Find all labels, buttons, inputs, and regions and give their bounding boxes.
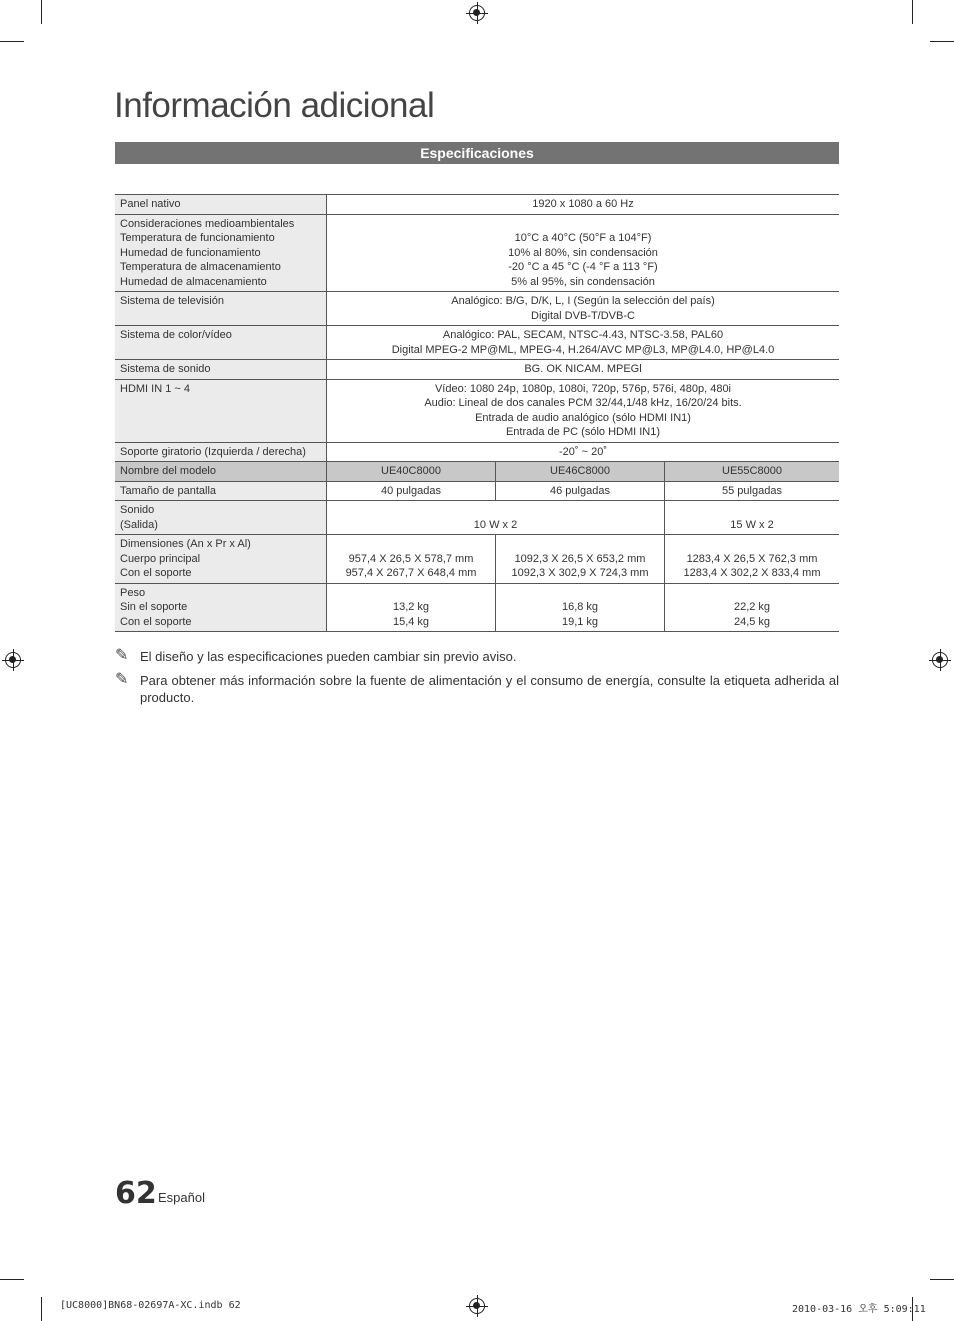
- table-row: [115, 583, 839, 632]
- row-label: Nombre del modelo: [115, 462, 327, 482]
- crop-mark: [912, 0, 913, 24]
- crop-mark: [0, 1279, 24, 1280]
- notes: [115, 648, 839, 713]
- note-item: ✎ El diseño y las especificaciones pueden cambiar sin previo aviso.: [115, 647, 517, 664]
- table-row: [115, 360, 839, 380]
- specifications-table: [115, 194, 839, 632]
- table-row: [115, 195, 839, 215]
- row-value: 15 W x 2: [665, 501, 840, 535]
- page-title: Información adicional: [114, 86, 435, 125]
- page-language: Español: [158, 1190, 205, 1205]
- row-value: 40 pulgadas: [327, 481, 496, 501]
- table-row: [115, 501, 839, 535]
- table-row: [115, 535, 839, 584]
- row-label: Soporte giratorio (Izquierda / derecha): [115, 442, 327, 462]
- crop-mark: [930, 1279, 954, 1280]
- row-value: 10 W x 2: [327, 501, 665, 535]
- row-value: Analógico: B/G, D/K, L, I (Según la selección del país) Digital DVB-T/DVB-C: [327, 292, 840, 326]
- table-row: [115, 481, 839, 501]
- table-row: [115, 326, 839, 360]
- row-label: Peso Sin el soporte Con el soporte: [115, 583, 327, 632]
- pencil-note-icon: ✎: [115, 647, 129, 664]
- table-row: [115, 214, 839, 292]
- table-row: [115, 379, 839, 442]
- section-header: Especificaciones: [115, 142, 839, 164]
- row-value: Vídeo: 1080 24p, 1080p, 1080i, 720p, 576p, 576i, 480p, 480i Audio: Lineal de dos canales PCM 32/44,1/48 kHz, 16/20/24 bits. Entrada de audio analógico (sólo HDMI IN1) Entrada de PC (sólo HDMI IN1): [327, 379, 840, 442]
- crop-mark: [41, 0, 42, 24]
- row-value: 22,2 kg 24,5 kg: [665, 583, 840, 632]
- row-value: 957,4 X 26,5 X 578,7 mm 957,4 X 267,7 X 648,4 mm: [327, 535, 496, 584]
- table-header-row: [115, 462, 839, 482]
- row-value: 46 pulgadas: [496, 481, 665, 501]
- row-label: HDMI IN 1 ~ 4: [115, 379, 327, 442]
- registration-mark-icon: [5, 652, 21, 668]
- model-cell: UE40C8000: [327, 462, 496, 482]
- page-number: 62: [115, 1176, 157, 1211]
- crop-mark: [0, 41, 24, 42]
- model-cell: UE55C8000: [665, 462, 840, 482]
- row-value: 16,8 kg 19,1 kg: [496, 583, 665, 632]
- row-label: Panel nativo: [115, 195, 327, 215]
- row-label: Sistema de color/vídeo: [115, 326, 327, 360]
- registration-mark-icon: [469, 1298, 485, 1314]
- row-value: 10°C a 40°C (50°F a 104°F) 10% al 80%, sin condensación -20 °C a 45 °C (-4 °F a 113 °F) 5% al 95%, sin condensación: [327, 214, 840, 292]
- table-row: [115, 292, 839, 326]
- row-value: 55 pulgadas: [665, 481, 840, 501]
- table-row: [115, 442, 839, 462]
- row-value: 13,2 kg 15,4 kg: [327, 583, 496, 632]
- registration-mark-icon: [469, 5, 485, 21]
- crop-mark: [41, 1297, 42, 1321]
- row-value: 1092,3 X 26,5 X 653,2 mm 1092,3 X 302,9 X 724,3 mm: [496, 535, 665, 584]
- model-cell: UE46C8000: [496, 462, 665, 482]
- row-value: BG. OK NICAM. MPEGl: [327, 360, 840, 380]
- row-value: -20˚ ~ 20˚: [327, 442, 840, 462]
- registration-mark-icon: [932, 652, 948, 668]
- row-label: Consideraciones medioambientales Temperatura de funcionamiento Humedad de funcionamiento Temperatura de almacenamiento Humedad de almacenamiento: [115, 214, 327, 292]
- row-value: 1283,4 X 26,5 X 762,3 mm 1283,4 X 302,2 X 833,4 mm: [665, 535, 840, 584]
- footer-timestamp: 2010-03-16 오후 5:09:11: [792, 1304, 926, 1315]
- note-item: ✎ Para obtener más información sobre la fuente de alimentación y el consumo de energía, consulte la etiqueta adherida al producto.: [115, 671, 839, 705]
- row-label: Sonido (Salida): [115, 501, 327, 535]
- crop-mark: [930, 41, 954, 42]
- row-value: Analógico: PAL, SECAM, NTSC-4.43, NTSC-3.58, PAL60 Digital MPEG-2 MP@ML, MPEG-4, H.264/AVC MP@L3, MP@L4.0, HP@L4.0: [327, 326, 840, 360]
- row-value: 1920 x 1080 a 60 Hz: [327, 195, 840, 215]
- pencil-note-icon: ✎: [115, 671, 129, 688]
- row-label: Sistema de sonido: [115, 360, 327, 380]
- row-label: Sistema de televisión: [115, 292, 327, 326]
- footer-file-info: [UC8000]BN68-02697A-XC.indb 62: [60, 1300, 241, 1311]
- row-label: Tamaño de pantalla: [115, 481, 327, 501]
- row-label: Dimensiones (An x Pr x Al) Cuerpo principal Con el soporte: [115, 535, 327, 584]
